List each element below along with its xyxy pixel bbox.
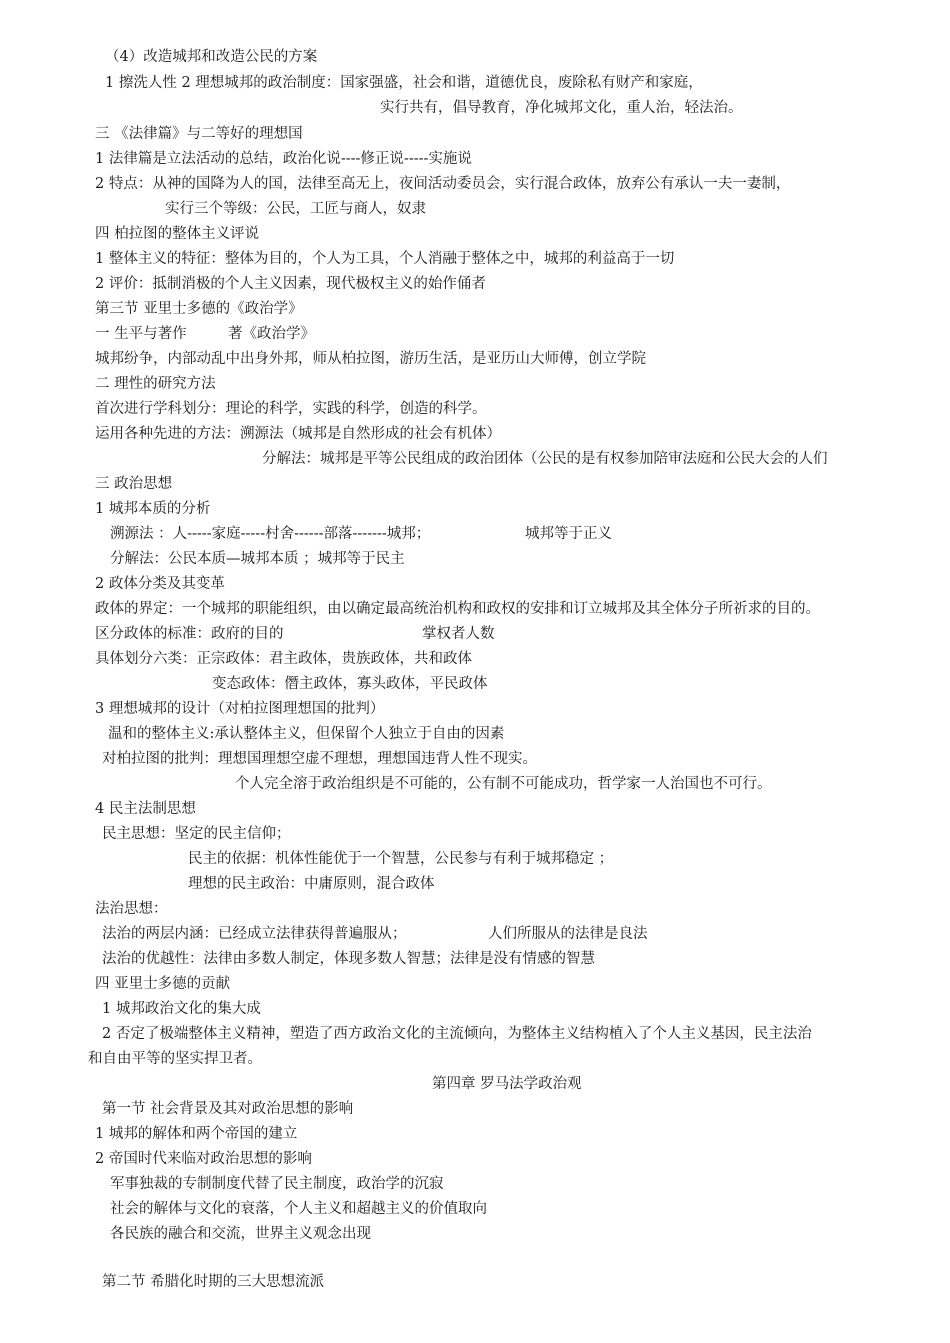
text-line: 掌权者人数 [422, 626, 495, 642]
text-line: 3 理想城邦的设计（对柏拉图理想国的批判） [95, 701, 385, 717]
text-line: 1 城邦的解体和两个帝国的建立 [95, 1126, 298, 1142]
text-line: 政体的界定：一个城邦的职能组织，由以确定最高统治机构和政权的安排和订立城邦及其全体分子所祈求的目的。 [95, 601, 820, 617]
text-line: 对柏拉图的批判：理想国理想空虚不理想，理想国违背人性不现实。 [102, 751, 537, 767]
text-line: 变态政体：僭主政体，寡头政体，平民政体 [212, 676, 488, 692]
text-line: 城邦纷争，内部动乱中出身外邦，师从柏拉图，游历生活，是亚历山大师傅，创立学院 [95, 351, 646, 367]
text-line: 法治的优越性：法律由多数人制定，体现多数人智慧；法律是没有情感的智慧 [102, 951, 595, 967]
section-heading: 第二节 希腊化时期的三大思想流派 [102, 1274, 325, 1290]
text-line: 法治思想： [95, 901, 168, 917]
text-line: 城邦等于正义 [525, 526, 612, 542]
section-heading: 二 理性的研究方法 [95, 376, 216, 392]
text-line: 一 生平与著作 [95, 326, 187, 342]
text-line: 理想的民主政治：中庸原则，混合政体 [188, 876, 435, 892]
text-line: 实行共有，倡导教育，净化城邦文化，重人治，轻法治。 [380, 100, 743, 116]
text-line: 各民族的融合和交流，世界主义观念出现 [110, 1226, 371, 1242]
text-line: 1 法律篇是立法活动的总结，政治化说----修正说-----实施说 [95, 151, 472, 167]
text-line: 法治的两层内涵：已经成立法律获得普遍服从； [102, 926, 407, 942]
text-line: 溯源法 ：人-----家庭-----村舍------部落-------城邦； [110, 526, 431, 542]
text-line: 温和的整体主义:承认整体主义，但保留个人独立于自由的因素 [108, 726, 505, 742]
text-line: 个人完全溶于政治组织是不可能的，公有制不可能成功，哲学家一人治国也不可行。 [235, 776, 772, 792]
text-line: 民主思想：坚定的民主信仰； [102, 826, 291, 842]
text-line: 社会的解体与文化的衰落，个人主义和超越主义的价值取向 [110, 1201, 487, 1217]
text-line: 分解法：公民本质—城邦本质 ；城邦等于民主 [110, 551, 405, 567]
text-line: 运用各种先进的方法：溯源法（城邦是自然形成的社会有机体） [95, 426, 501, 442]
section-heading: 第一节 社会背景及其对政治思想的影响 [102, 1101, 354, 1117]
text-line: 具体划分六类：正宗政体：君主政体，贵族政体，共和政体 [95, 651, 472, 667]
section-heading: 四 柏拉图的整体主义评说 [95, 226, 260, 242]
text-line: 首次进行学科划分：理论的科学，实践的科学，创造的科学。 [95, 401, 487, 417]
text-line: 1 城邦本质的分析 [95, 501, 211, 517]
text-line: 4 民主法制思想 [95, 801, 196, 817]
text-line: 2 否定了极端整体主义精神，塑造了西方政治文化的主流倾向，为整体主义结构植入了个人主义基因，民主法治 [102, 1026, 812, 1042]
text-line: 1 整体主义的特征：整体为目的，个人为工具，个人消融于整体之中，城邦的利益高于一切 [95, 251, 675, 267]
text-line: 人们所服从的法律是良法 [488, 926, 648, 942]
text-line: 2 评价：抵制消极的个人主义因素，现代极权主义的始作俑者 [95, 276, 486, 292]
text-line: 实行三个等级：公民，工匠与商人，奴隶 [165, 201, 426, 217]
text-line: 2 帝国时代来临对政治思想的影响 [95, 1151, 312, 1167]
section-heading: 四 亚里士多德的贡献 [95, 976, 231, 992]
section-heading: 三 《法律篇》与二等好的理想国 [95, 126, 303, 142]
text-line: 区分政体的标准：政府的目的 [95, 626, 284, 642]
text-line: 民主的依据：机体性能优于一个智慧，公民参与有利于城邦稳定 ； [188, 851, 614, 867]
text-line: 2 政体分类及其变革 [95, 576, 225, 592]
text-line: 和自由平等的坚实捍卫者。 [88, 1051, 262, 1067]
text-line: 著《政治学》 [228, 326, 315, 342]
text-line: 军事独裁的专制制度代替了民主制度，政治学的沉寂 [110, 1176, 444, 1192]
text-line: 2 特点：从神的国降为人的国，法律至高无上，夜间活动委员会，实行混合政体，放弃公有承认一夫一妻制， [95, 176, 791, 192]
text-line: 1 擦洗人性 2 理想城邦的政治制度：国家强盛，社会和谐，道德优良，废除私有财产和家庭， [105, 75, 703, 91]
text-line: 分解法：城邦是平等公民组成的政治团体（公民的是有权参加陪审法庭和公民大会的人们 [262, 451, 828, 467]
text-line: 1 城邦政治文化的集大成 [102, 1001, 261, 1017]
section-heading: 三 政治思想 [95, 476, 173, 492]
text-line: （4）改造城邦和改造公民的方案 [105, 49, 318, 65]
chapter-title: 第四章 罗马法学政治观 [432, 1076, 582, 1092]
section-heading: 第三节 亚里士多德的《政治学》 [95, 301, 303, 317]
